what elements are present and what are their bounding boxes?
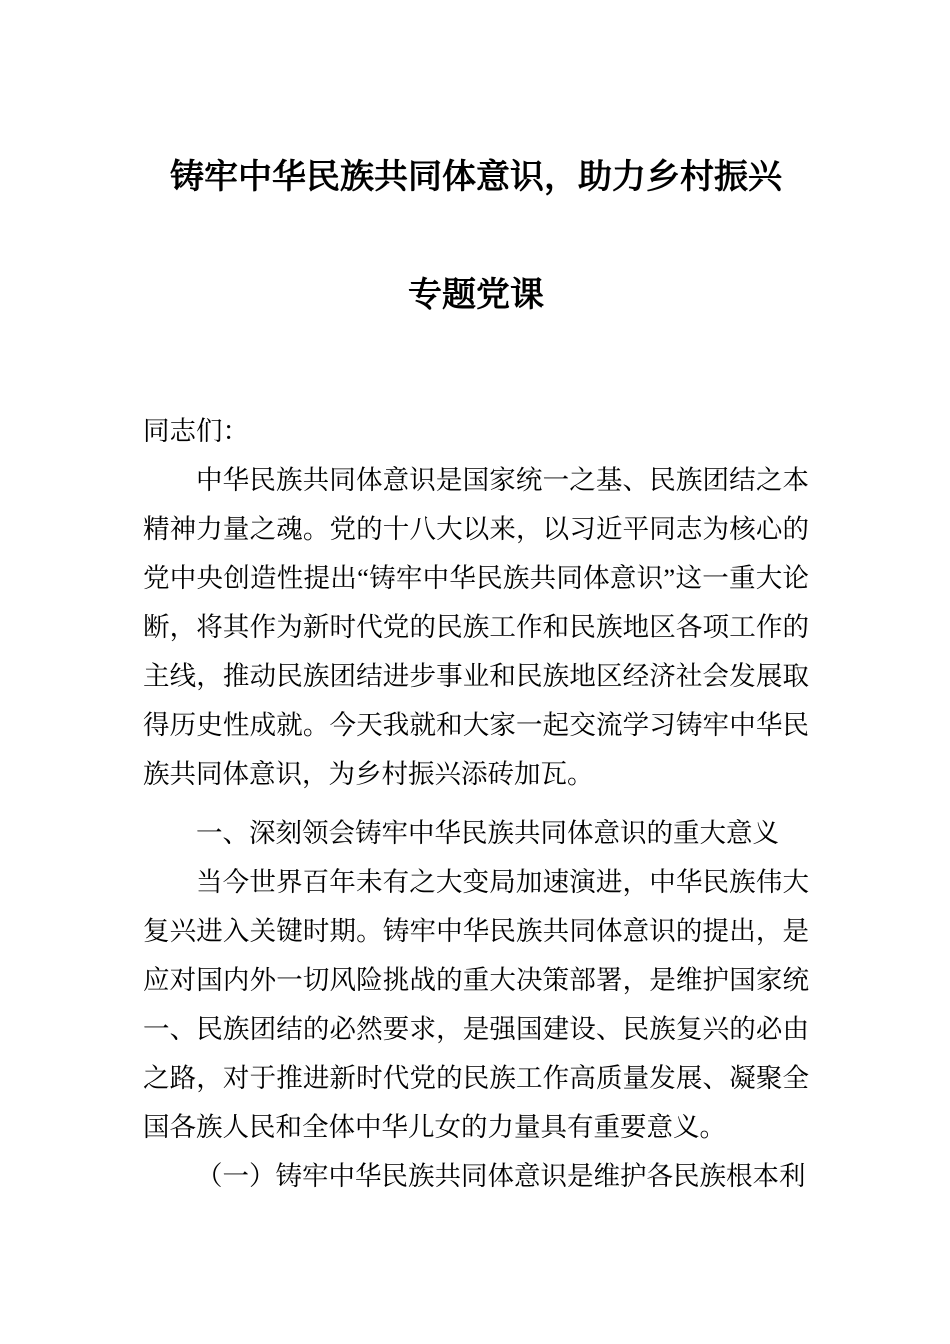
salutation-paragraph: 同志们： [143, 416, 249, 446]
document-body [143, 407, 809, 1201]
section-heading-1: 一、深刻领会铸牢中华民族共同体意识的重大意义 [196, 818, 779, 848]
document-title-line-2: 专题党课 [408, 277, 544, 314]
section-body-paragraph: 当今世界百年未有之大变局加速演进，中华民族伟大复兴进入关键时期。铸牢中华民族共同体意识的提出，是应对国内外一切风险挑战的重大决策部署，是维护国家统一、民族团结的必然要求，是强国建设、民族复兴的必由之路，对于推进新时代党的民族工作高质量发展、凝聚全国各族人民和全体中华儿女的力量具有重要意义。 [143, 867, 809, 1142]
subsection-heading-paragraph: （一）铸牢中华民族共同体意识是维护各民族根本利 [196, 1161, 806, 1191]
document-content [143, 0, 809, 1201]
document-title-line-1: 铸牢中华民族共同体意识，助力乡村振兴 [170, 159, 782, 196]
intro-paragraph: 中华民族共同体意识是国家统一之基、民族团结之本精神力量之魂。党的十八大以来，以习近平同志为核心的党中央创造性提出“铸牢中华民族共同体意识”这一重大论断，将其作为新时代党的民族工作和民族地区各项工作的主线，推动民族团结进步事业和民族地区经济社会发展取得历史性成就。今天我就和大家一起交流学习铸牢中华民族共同体意识，为乡村振兴添砖加瓦。 [143, 465, 809, 789]
